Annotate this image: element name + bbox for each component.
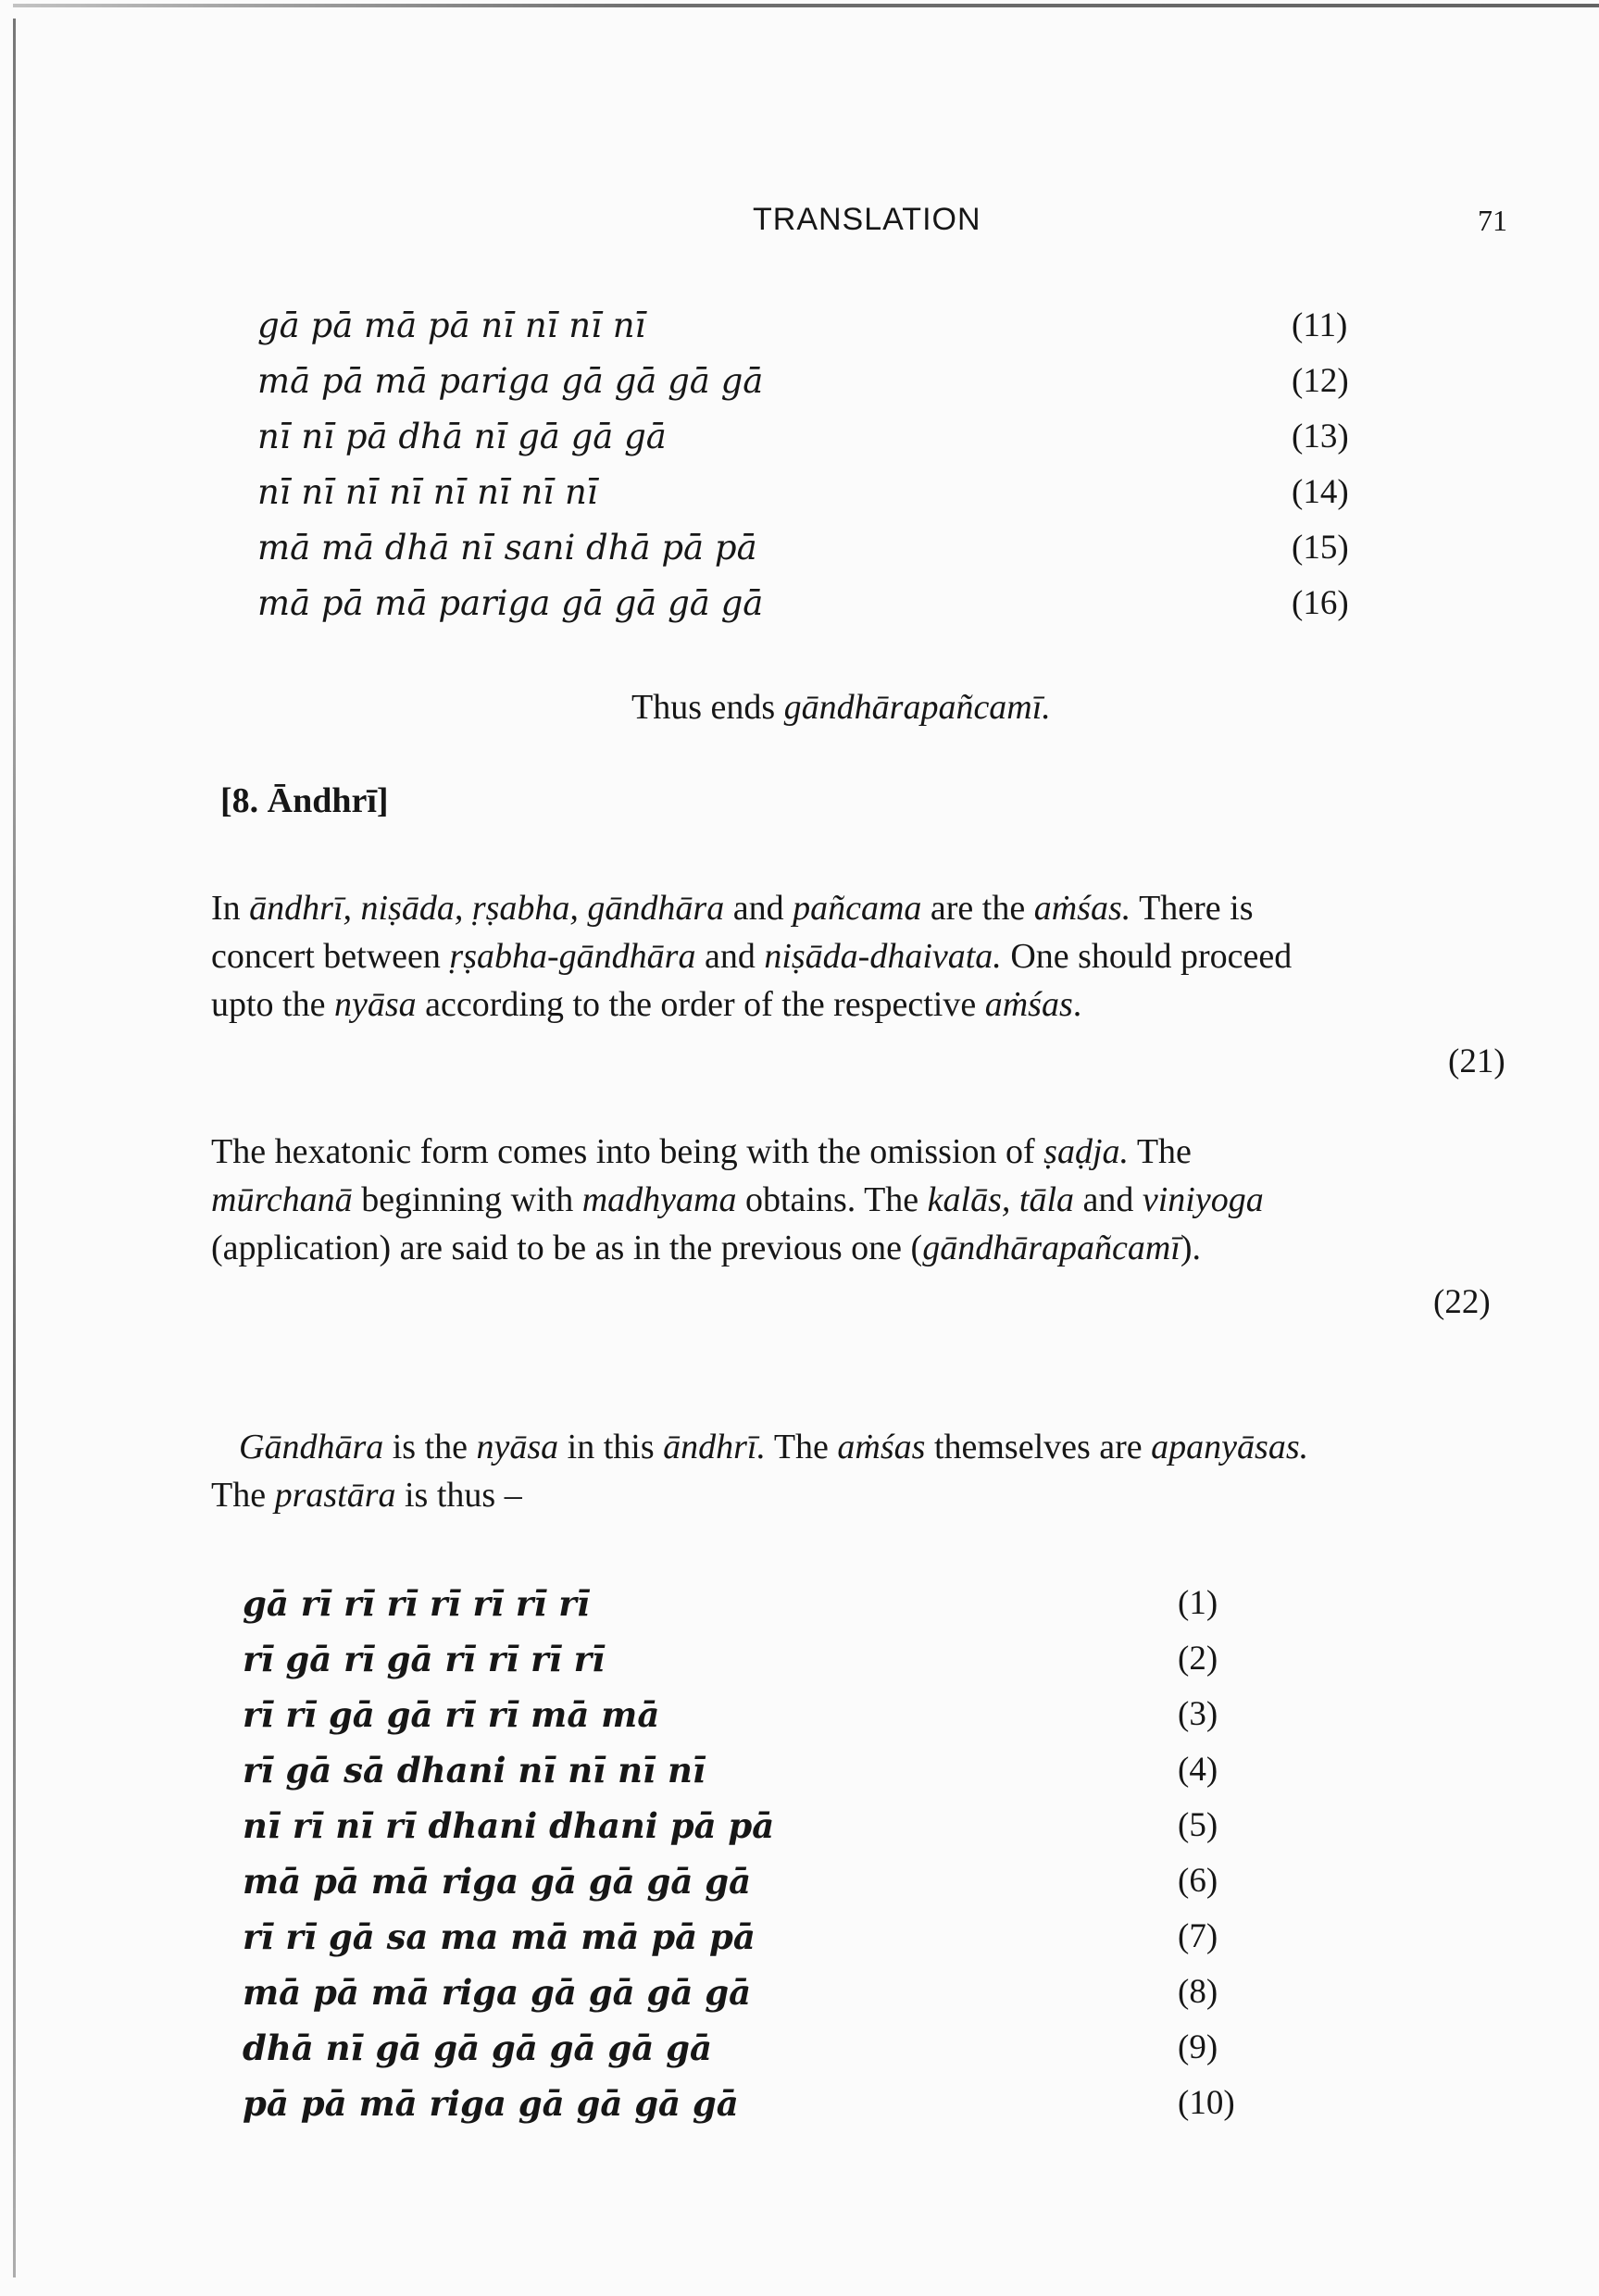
verse-number: (7): [1178, 1917, 1218, 1955]
text: upto the: [211, 985, 334, 1024]
text: The: [1129, 1132, 1192, 1171]
term: Gāndhāra: [239, 1428, 384, 1466]
text: themselves are: [925, 1428, 1152, 1466]
text: is the: [383, 1428, 477, 1466]
verse-line: mā pā mā riga gā gā gā gā: [243, 1861, 752, 1902]
verse-line: gā pā mā pā nī nī nī nī: [257, 306, 646, 345]
verse-number: (10): [1178, 2084, 1235, 2122]
verse-number: (4): [1178, 1751, 1218, 1789]
term: madhyama: [581, 1180, 737, 1219]
verse-number: (12): [1292, 362, 1349, 400]
section-heading: [8. Āndhrī]: [220, 781, 389, 820]
text: concert between: [211, 937, 450, 976]
term: nyāsa: [333, 985, 417, 1024]
verse-number: (6): [1178, 1862, 1218, 1900]
text: and: [724, 889, 793, 928]
term: āndhrī, niṣāda, ṛṣabha, gāndhāra: [249, 889, 725, 928]
para-line: [211, 1176, 1526, 1224]
para-line: [211, 884, 1526, 932]
term: aṁśas.: [1033, 889, 1131, 928]
term: nyāsa: [476, 1428, 559, 1466]
scan-top-edge: [13, 4, 1599, 7]
verse-line: rī rī gā sa ma mā mā pā pā: [243, 1916, 756, 1957]
verse-line: gā rī rī rī rī rī rī rī: [243, 1583, 590, 1624]
term: viniyoga: [1142, 1180, 1264, 1219]
verse-number: (9): [1178, 2028, 1218, 2066]
running-head: TRANSLATION: [753, 202, 981, 237]
term: ṣaḍja.: [1043, 1132, 1130, 1171]
verse-line: mā pā mā pariga gā gā gā gā: [257, 361, 764, 401]
text: .: [1072, 985, 1082, 1024]
term: ṛṣabha-gāndhāra: [449, 937, 696, 976]
verse-number: (14): [1292, 473, 1349, 511]
verse-line: rī gā sā dhani nī nī nī nī: [243, 1750, 706, 1791]
paragraph-2: [211, 1128, 1526, 1272]
verse-number: (16): [1292, 584, 1349, 622]
term: prastāra: [274, 1476, 396, 1515]
page-header: [0, 202, 1599, 248]
text: In: [211, 889, 250, 928]
verse-number: (1): [1178, 1584, 1218, 1622]
term: aṁśas: [984, 985, 1073, 1024]
verse-number: (13): [1292, 418, 1349, 455]
para-line: [211, 1224, 1526, 1272]
verse-number: (11): [1292, 306, 1348, 344]
paragraph-3: [211, 1423, 1526, 1519]
term: pañcama: [793, 889, 922, 928]
text: are the: [921, 889, 1034, 928]
paragraph-number: (21): [1448, 1042, 1505, 1080]
verse-line: rī gā rī gā rī rī rī rī: [243, 1639, 606, 1679]
verse-line: pā pā mā riga gā gā gā gā: [243, 2083, 739, 2124]
paragraph-number: (22): [1433, 1283, 1491, 1321]
term: aṁśas: [837, 1428, 926, 1466]
verse-number: (15): [1292, 529, 1349, 567]
text: beginning with: [352, 1180, 582, 1219]
text: in this: [558, 1428, 664, 1466]
text: ).: [1180, 1229, 1201, 1267]
text: The hexatonic form comes into being with the omission of: [211, 1132, 1044, 1171]
paragraph-1: [211, 884, 1526, 1029]
term: apanyāsas.: [1151, 1428, 1309, 1466]
text: is thus –: [395, 1476, 522, 1515]
verse-line: nī nī nī nī nī nī nī nī: [257, 472, 598, 512]
para-line: [211, 1128, 1526, 1176]
ends-prefix: Thus ends: [631, 688, 784, 727]
scan-left-edge: [13, 19, 16, 2277]
text: There is: [1131, 889, 1254, 928]
verse-line: mā mā dhā nī sani dhā pā pā: [257, 528, 757, 568]
para-line: [211, 980, 1526, 1029]
text: according to the order of the respective: [416, 985, 985, 1024]
verse-number: (2): [1178, 1640, 1218, 1678]
text: obtains. The: [736, 1180, 928, 1219]
text: The: [766, 1428, 838, 1466]
text: (application) are said to be as in the previous one (: [211, 1229, 923, 1267]
text: One should proceed: [1001, 937, 1293, 976]
page-number: 71: [1478, 204, 1507, 237]
verse-line: nī rī nī rī dhani dhani pā pā: [243, 1805, 775, 1846]
verse-line: rī rī gā gā rī rī mā mā: [243, 1694, 660, 1735]
term: gāndhārapañcamī: [922, 1229, 1181, 1267]
verse-line: nī nī pā dhā nī gā gā gā: [257, 417, 667, 456]
verse-line: mā pā mā pariga gā gā gā gā: [257, 583, 764, 623]
term: āndhrī.: [663, 1428, 766, 1466]
verse-number: (3): [1178, 1695, 1218, 1733]
para-line: [211, 1423, 1526, 1471]
verse-line: mā pā mā riga gā gā gā gā: [243, 1972, 752, 2013]
verse-line: dhā nī gā gā gā gā gā gā: [243, 2028, 712, 2068]
term: mūrchanā: [211, 1180, 353, 1219]
text: The: [211, 1476, 275, 1515]
text: and: [695, 937, 765, 976]
term: niṣāda-dhaivata.: [764, 937, 1002, 976]
verse-number: (8): [1178, 1973, 1218, 2011]
para-line: [211, 932, 1526, 980]
section-end-line: [631, 687, 1051, 728]
text: and: [1074, 1180, 1143, 1219]
term: kalās, tāla: [927, 1180, 1074, 1219]
ends-term: gāndhārapañcamī.: [783, 688, 1051, 727]
verse-number: (5): [1178, 1806, 1218, 1844]
para-line: [211, 1471, 1526, 1519]
